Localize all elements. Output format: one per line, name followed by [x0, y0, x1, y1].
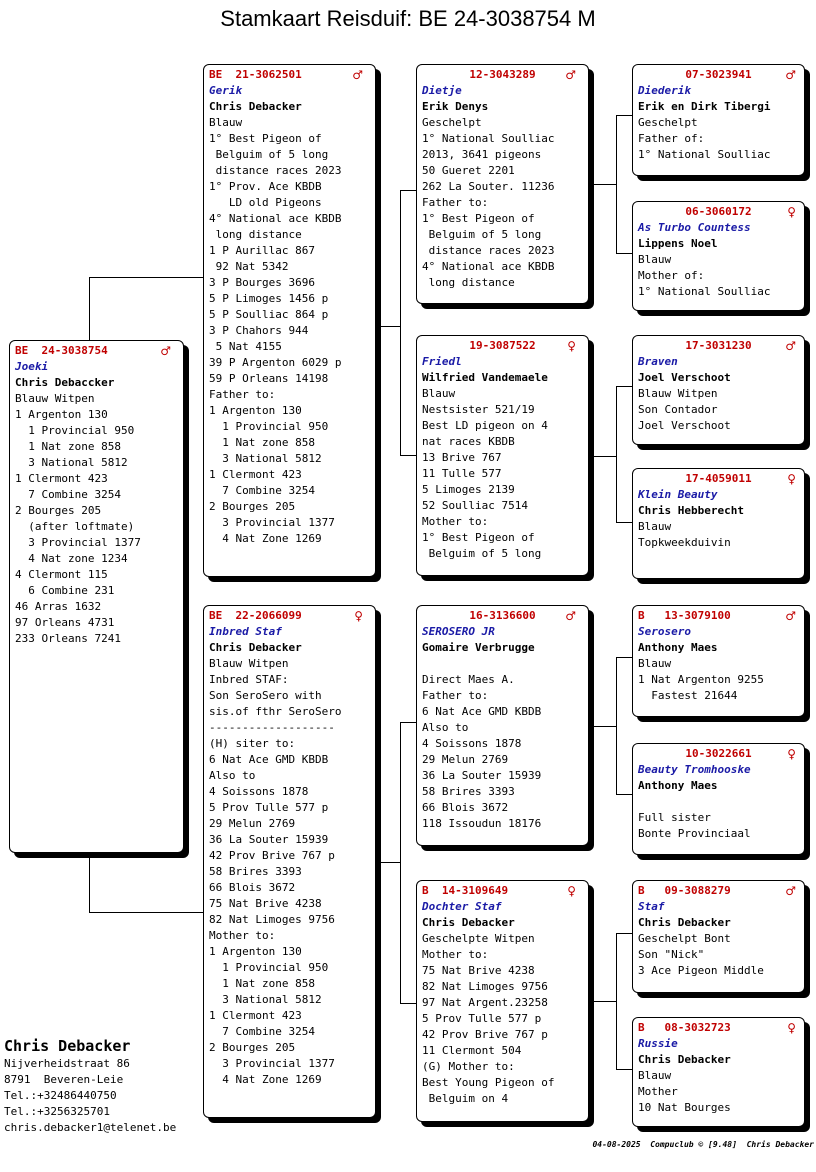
ring-number: 06-3060172	[685, 205, 752, 218]
owner-name: Chris Debacker	[209, 100, 302, 113]
owner-name: Erik en Dirk Tibergi	[638, 100, 771, 113]
detail-line: Direct Maes A.	[422, 673, 515, 686]
pigeon-details	[638, 794, 799, 842]
female-icon: ♀	[787, 472, 796, 486]
detail-line: Joel Verschoot	[638, 419, 731, 432]
owner-name: Chris Debaccker	[15, 376, 115, 389]
detail-line: 75 Nat Brive 4238	[209, 897, 322, 910]
pigeon-details	[422, 115, 583, 291]
connector-line	[400, 455, 417, 456]
detail-line: Blauw Witpen	[209, 657, 289, 670]
pigeon-details	[422, 386, 583, 562]
detail-line: 29 Melun 2769	[422, 753, 509, 766]
connector-line	[616, 657, 633, 658]
connector-line	[616, 794, 633, 795]
detail-line: 2 Bourges 205	[209, 500, 296, 513]
detail-line: 4 Soissons 1878	[209, 785, 309, 798]
male-icon: ♂	[785, 609, 796, 623]
detail-line: (H) siter to:	[209, 737, 296, 750]
detail-line: Geschelpt Bont	[638, 932, 731, 945]
ring-number: 19-3087522	[469, 339, 536, 352]
pigeon-card-ggp-8[interactable]	[632, 1017, 805, 1127]
detail-line: Mother to:	[209, 929, 276, 942]
detail-line: 233 Orleans 7241	[15, 632, 121, 645]
detail-line: 1° National Soulliac	[638, 285, 771, 298]
male-icon: ♂	[565, 609, 576, 623]
detail-line: Blauw	[638, 520, 672, 533]
connector-line	[376, 862, 401, 863]
detail-line: 39 P Argenton 6029 p	[209, 356, 342, 369]
connector-line	[616, 1069, 633, 1070]
detail-line: 92 Nat 5342	[209, 260, 289, 273]
detail-line: Belguim of 5 long	[422, 228, 542, 241]
connector-line	[589, 1001, 617, 1002]
detail-line: sis.of fthr SeroSero	[209, 705, 342, 718]
connector-line	[616, 115, 633, 116]
detail-line: 97 Orleans 4731	[15, 616, 115, 629]
page-title: Stamkaart Reisduif: BE 24-3038754 M	[220, 6, 596, 31]
ring-number: 12-3043289	[469, 68, 536, 81]
detail-line: 1° Prov. Ace KBDB	[209, 180, 322, 193]
pigeon-details	[209, 656, 370, 1088]
footer-credit: 04-08-2025 Compuclub © [9.48] Chris Debacker	[592, 1140, 814, 1149]
detail-line: Father to:	[422, 689, 489, 702]
pigeon-name: SEROSERO JR	[422, 625, 495, 638]
detail-line: 3 Ace Pigeon Middle	[638, 964, 764, 977]
detail-line: Mother to:	[422, 948, 489, 961]
detail-line: 5 Nat 4155	[209, 340, 282, 353]
detail-line: 1 Argenton 130	[15, 408, 108, 421]
detail-line: 2 Bourges 205	[209, 1041, 296, 1054]
pigeon-name: As Turbo Countess	[638, 221, 751, 234]
detail-line: Mother of:	[638, 269, 705, 282]
pigeon-name: Gerik	[209, 84, 243, 97]
connector-line	[89, 277, 204, 278]
connector-line	[400, 722, 401, 1004]
pigeon-details	[638, 1068, 799, 1116]
detail-line: 1 Provincial 950	[209, 420, 329, 433]
connector-line	[616, 386, 617, 523]
breeder-info	[4, 1036, 176, 1136]
detail-line: Belguim of 5 long	[209, 148, 329, 161]
connector-line	[89, 853, 90, 913]
pigeon-name: Serosero	[638, 625, 691, 638]
detail-line: -------------------	[209, 721, 335, 734]
pigeon-details	[638, 252, 799, 300]
detail-line: 3 Provincial 1377	[209, 516, 335, 529]
pigeon-details	[638, 931, 799, 979]
connector-line	[616, 657, 617, 795]
detail-line: Son SeroSero with	[209, 689, 322, 702]
detail-line: 6 Combine 231	[15, 584, 115, 597]
detail-line: 1 Nat Argenton 9255	[638, 673, 764, 686]
pigeon-card-paternal-grandmother[interactable]	[416, 335, 589, 576]
detail-line: 7 Combine 3254	[15, 488, 121, 501]
detail-line	[638, 794, 799, 810]
ring-number: 17-4059011	[685, 472, 752, 485]
detail-line: 1° Best Pigeon of	[422, 531, 535, 544]
detail-line: 7 Combine 3254	[209, 1025, 315, 1038]
detail-line: 3 National 5812	[15, 456, 128, 469]
detail-line: 7 Combine 3254	[209, 484, 315, 497]
detail-line: Nestsister 521/19	[422, 403, 535, 416]
detail-line: 1 Nat zone 858	[209, 977, 315, 990]
connector-line	[616, 253, 633, 254]
pigeon-card-ggp-5[interactable]	[632, 605, 805, 717]
detail-line: Bonte Provinciaal	[638, 827, 751, 840]
breeder-line: 8791 Beveren-Leie	[4, 1073, 124, 1086]
detail-line: Fastest 21644	[638, 689, 738, 702]
detail-line: 4° National ace KBDB	[209, 212, 342, 225]
pigeon-name: Beauty Tromhooske	[638, 763, 751, 776]
detail-line: 3 National 5812	[209, 452, 322, 465]
male-icon: ♂	[160, 344, 171, 358]
pigeon-name: Inbred Staf	[209, 625, 282, 638]
detail-line: 59 P Orleans 14198	[209, 372, 329, 385]
pigeon-card-mother[interactable]	[203, 605, 376, 1118]
detail-line: 11 Tulle 577	[422, 467, 502, 480]
detail-line: 1 Argenton 130	[209, 945, 302, 958]
owner-name: Chris Hebberecht	[638, 504, 744, 517]
breeder-line: Nijverheidstraat 86	[4, 1057, 130, 1070]
detail-line: 36 La Souter 15939	[422, 769, 542, 782]
ring-number: 10-3022661	[685, 747, 752, 760]
pigeon-card-ggp-1[interactable]	[632, 64, 805, 176]
connector-line	[616, 522, 633, 523]
detail-line: 66 Blois 3672	[422, 801, 509, 814]
detail-line: 1 Provincial 950	[15, 424, 135, 437]
detail-line: 1° Best Pigeon of	[422, 212, 535, 225]
detail-line: 36 La Souter 15939	[209, 833, 329, 846]
detail-line: Belguim on 4	[422, 1092, 509, 1105]
pigeon-details	[638, 386, 799, 434]
ring-number: BE 22-2066099	[209, 609, 302, 622]
detail-line: 2 Bourges 205	[15, 504, 102, 517]
connector-line	[400, 190, 401, 456]
detail-line: 6 Nat Ace GMD KBDB	[209, 753, 329, 766]
detail-line: 1 Clermont 423	[209, 1009, 302, 1022]
ring-number: B 08-3032723	[638, 1021, 731, 1034]
detail-line: Father of:	[638, 132, 705, 145]
detail-line: 4 Nat Zone 1269	[209, 532, 322, 545]
detail-line: 262 La Souter. 11236	[422, 180, 555, 193]
connector-line	[616, 933, 633, 934]
male-icon: ♂	[785, 884, 796, 898]
connector-line	[376, 326, 401, 327]
detail-line: Inbred STAF:	[209, 673, 289, 686]
ring-number: B 14-3109649	[422, 884, 509, 897]
detail-line: 5 P Limoges 1456 p	[209, 292, 329, 305]
detail-line: 4 Clermont 115	[15, 568, 108, 581]
detail-line: LD old Pigeons	[209, 196, 322, 209]
pigeon-card-ggp-3[interactable]	[632, 335, 805, 445]
detail-line: (G) Mother to:	[422, 1060, 515, 1073]
pigeon-name: Russie	[638, 1037, 678, 1050]
detail-line: 42 Prov Brive 767 p	[422, 1028, 548, 1041]
owner-name: Anthony Maes	[638, 641, 718, 654]
detail-line: 13 Brive 767	[422, 451, 502, 464]
breeder-phone: Tel.:+3256325701	[4, 1105, 110, 1118]
ring-number: BE 24-3038754	[15, 344, 108, 357]
detail-line: Blauw	[638, 1069, 672, 1082]
detail-line: Blauw	[638, 657, 672, 670]
connector-line	[89, 912, 204, 913]
owner-name: Anthony Maes	[638, 779, 718, 792]
detail-line: Blauw Witpen	[638, 387, 718, 400]
ring-number: BE 21-3062501	[209, 68, 302, 81]
owner-name: Joel Verschoot	[638, 371, 731, 384]
detail-line: long distance	[209, 228, 302, 241]
detail-line: long distance	[422, 276, 515, 289]
detail-line: 46 Arras 1632	[15, 600, 102, 613]
ring-number: 07-3023941	[685, 68, 752, 81]
detail-line: 4 Nat Zone 1269	[209, 1073, 322, 1086]
pigeon-name: Braven	[638, 355, 678, 368]
pigeon-name: Diederik	[638, 84, 691, 97]
pigeon-name: Dietje	[422, 84, 462, 97]
detail-line: 82 Nat Limoges 9756	[209, 913, 335, 926]
detail-line: 5 Limoges 2139	[422, 483, 515, 496]
detail-line: Topkweekduivin	[638, 536, 731, 549]
breeder-name: Chris Debacker	[4, 1037, 131, 1055]
detail-line: 58 Brires 3393	[422, 785, 515, 798]
owner-name: Erik Denys	[422, 100, 489, 113]
detail-line: 1 Clermont 423	[15, 472, 108, 485]
pigeon-name: Friedl	[422, 355, 462, 368]
pigeon-card-ggp-6[interactable]	[632, 743, 805, 855]
female-icon: ♀	[567, 884, 576, 898]
connector-line	[589, 726, 617, 727]
female-icon: ♀	[354, 609, 363, 623]
detail-line: Blauw	[209, 116, 243, 129]
pigeon-details	[422, 656, 583, 832]
detail-line: Also to	[209, 769, 256, 782]
owner-name: Wilfried Vandemaele	[422, 371, 548, 384]
owner-name: Chris Debacker	[422, 916, 515, 929]
detail-line: 29 Melun 2769	[209, 817, 296, 830]
detail-line: 1 P Aurillac 867	[209, 244, 315, 257]
male-icon: ♂	[785, 68, 796, 82]
detail-line: 66 Blois 3672	[209, 881, 296, 894]
detail-line: Father to:	[209, 388, 276, 401]
detail-line: 52 Soulliac 7514	[422, 499, 528, 512]
connector-line	[400, 1003, 417, 1004]
pigeon-card-paternal-grandfather[interactable]	[416, 64, 589, 304]
detail-line: 5 Prov Tulle 577 p	[209, 801, 329, 814]
detail-line: 11 Clermont 504	[422, 1044, 522, 1057]
detail-line: Best LD pigeon on 4	[422, 419, 548, 432]
connector-line	[616, 115, 617, 254]
ring-number: B 13-3079100	[638, 609, 731, 622]
detail-line: Geschelpt	[422, 116, 482, 129]
pigeon-details	[422, 931, 583, 1107]
breeder-phone: Tel.:+32486440750	[4, 1089, 117, 1102]
detail-line: nat races KBDB	[422, 435, 515, 448]
detail-line: Mother	[638, 1085, 678, 1098]
detail-line: Also to	[422, 721, 469, 734]
male-icon: ♂	[352, 68, 363, 82]
detail-line: Geschelpte Witpen	[422, 932, 535, 945]
detail-line: 3 Provincial 1377	[15, 536, 141, 549]
detail-line: distance races 2023	[209, 164, 342, 177]
detail-line: 4° National ace KBDB	[422, 260, 555, 273]
detail-line: 75 Nat Brive 4238	[422, 964, 535, 977]
owner-name: Chris Debacker	[209, 641, 302, 654]
connector-line	[616, 933, 617, 1070]
detail-line: distance races 2023	[422, 244, 555, 257]
detail-line: (after loftmate)	[15, 520, 135, 533]
owner-name: Gomaire Verbrugge	[422, 641, 535, 654]
detail-line: 50 Gueret 2201	[422, 164, 515, 177]
pigeon-card-maternal-grandfather[interactable]	[416, 605, 589, 846]
detail-line	[422, 656, 583, 672]
pigeon-card-ggp-4[interactable]	[632, 468, 805, 579]
pigeon-details	[638, 519, 799, 551]
detail-line: 1° Best Pigeon of	[209, 132, 322, 145]
connector-line	[589, 184, 617, 185]
detail-line: Geschelpt	[638, 116, 698, 129]
pigeon-name: Joeki	[15, 360, 49, 373]
pigeon-name: Staf	[638, 900, 665, 913]
connector-line	[589, 456, 617, 457]
detail-line: Blauw	[422, 387, 456, 400]
owner-name: Chris Debacker	[638, 916, 731, 929]
detail-line: Son "Nick"	[638, 948, 705, 961]
detail-line: Best Young Pigeon of	[422, 1076, 555, 1089]
pigeon-name: Klein Beauty	[638, 488, 718, 501]
detail-line: Son Contador	[638, 403, 718, 416]
detail-line: 97 Nat Argent.23258	[422, 996, 548, 1009]
breeder-email: chris.debacker1@telenet.be	[4, 1121, 177, 1134]
ring-number: B 09-3088279	[638, 884, 731, 897]
detail-line: Mother to:	[422, 515, 489, 528]
detail-line: 1 Nat zone 858	[15, 440, 121, 453]
detail-line: Father to:	[422, 196, 489, 209]
detail-line: 3 P Chahors 944	[209, 324, 309, 337]
detail-line: 82 Nat Limoges 9756	[422, 980, 548, 993]
detail-line: 1 Nat zone 858	[209, 436, 315, 449]
pigeon-details	[209, 115, 370, 547]
detail-line: 6 Nat Ace GMD KBDB	[422, 705, 542, 718]
connector-line	[400, 722, 417, 723]
owner-name: Lippens Noel	[638, 237, 718, 250]
detail-line: 3 Provincial 1377	[209, 1057, 335, 1070]
connector-line	[89, 277, 90, 341]
male-icon: ♂	[565, 68, 576, 82]
detail-line: 1° National Soulliac	[638, 148, 771, 161]
pigeon-details	[638, 115, 799, 163]
pigeon-name: Dochter Staf	[422, 900, 502, 913]
detail-line: 3 National 5812	[209, 993, 322, 1006]
detail-line: 58 Brires 3393	[209, 865, 302, 878]
detail-line: 5 P Soulliac 864 p	[209, 308, 329, 321]
pigeon-card-ggp-7[interactable]	[632, 880, 805, 993]
pigeon-card-ggp-2[interactable]	[632, 201, 805, 311]
detail-line: 3 P Bourges 3696	[209, 276, 315, 289]
connector-line	[616, 386, 633, 387]
detail-line: 1 Clermont 423	[209, 468, 302, 481]
detail-line: 1° National Soulliac	[422, 132, 555, 145]
detail-line: 10 Nat Bourges	[638, 1101, 731, 1114]
pigeon-details	[638, 656, 799, 704]
detail-line: 118 Issoudun 18176	[422, 817, 542, 830]
detail-line: 5 Prov Tulle 577 p	[422, 1012, 542, 1025]
ring-number: 17-3031230	[685, 339, 752, 352]
detail-line: 2013, 3641 pigeons	[422, 148, 542, 161]
owner-name: Chris Debacker	[638, 1053, 731, 1066]
female-icon: ♀	[567, 339, 576, 353]
pigeon-card-maternal-grandmother[interactable]	[416, 880, 589, 1122]
detail-line: Belguim of 5 long	[422, 547, 542, 560]
pigeon-details	[15, 391, 178, 647]
male-icon: ♂	[785, 339, 796, 353]
detail-line: 42 Prov Brive 767 p	[209, 849, 335, 862]
detail-line: 1 Provincial 950	[209, 961, 329, 974]
ring-number: 16-3136600	[469, 609, 536, 622]
detail-line: 4 Soissons 1878	[422, 737, 522, 750]
detail-line: Full sister	[638, 811, 711, 824]
detail-line: 4 Nat zone 1234	[15, 552, 128, 565]
connector-line	[400, 190, 417, 191]
detail-line: Blauw	[638, 253, 672, 266]
pigeon-card-subject[interactable]	[9, 340, 184, 853]
pigeon-card-father[interactable]	[203, 64, 376, 577]
female-icon: ♀	[787, 1021, 796, 1035]
detail-line: 1 Argenton 130	[209, 404, 302, 417]
female-icon: ♀	[787, 205, 796, 219]
detail-line: Blauw Witpen	[15, 392, 95, 405]
female-icon: ♀	[787, 747, 796, 761]
